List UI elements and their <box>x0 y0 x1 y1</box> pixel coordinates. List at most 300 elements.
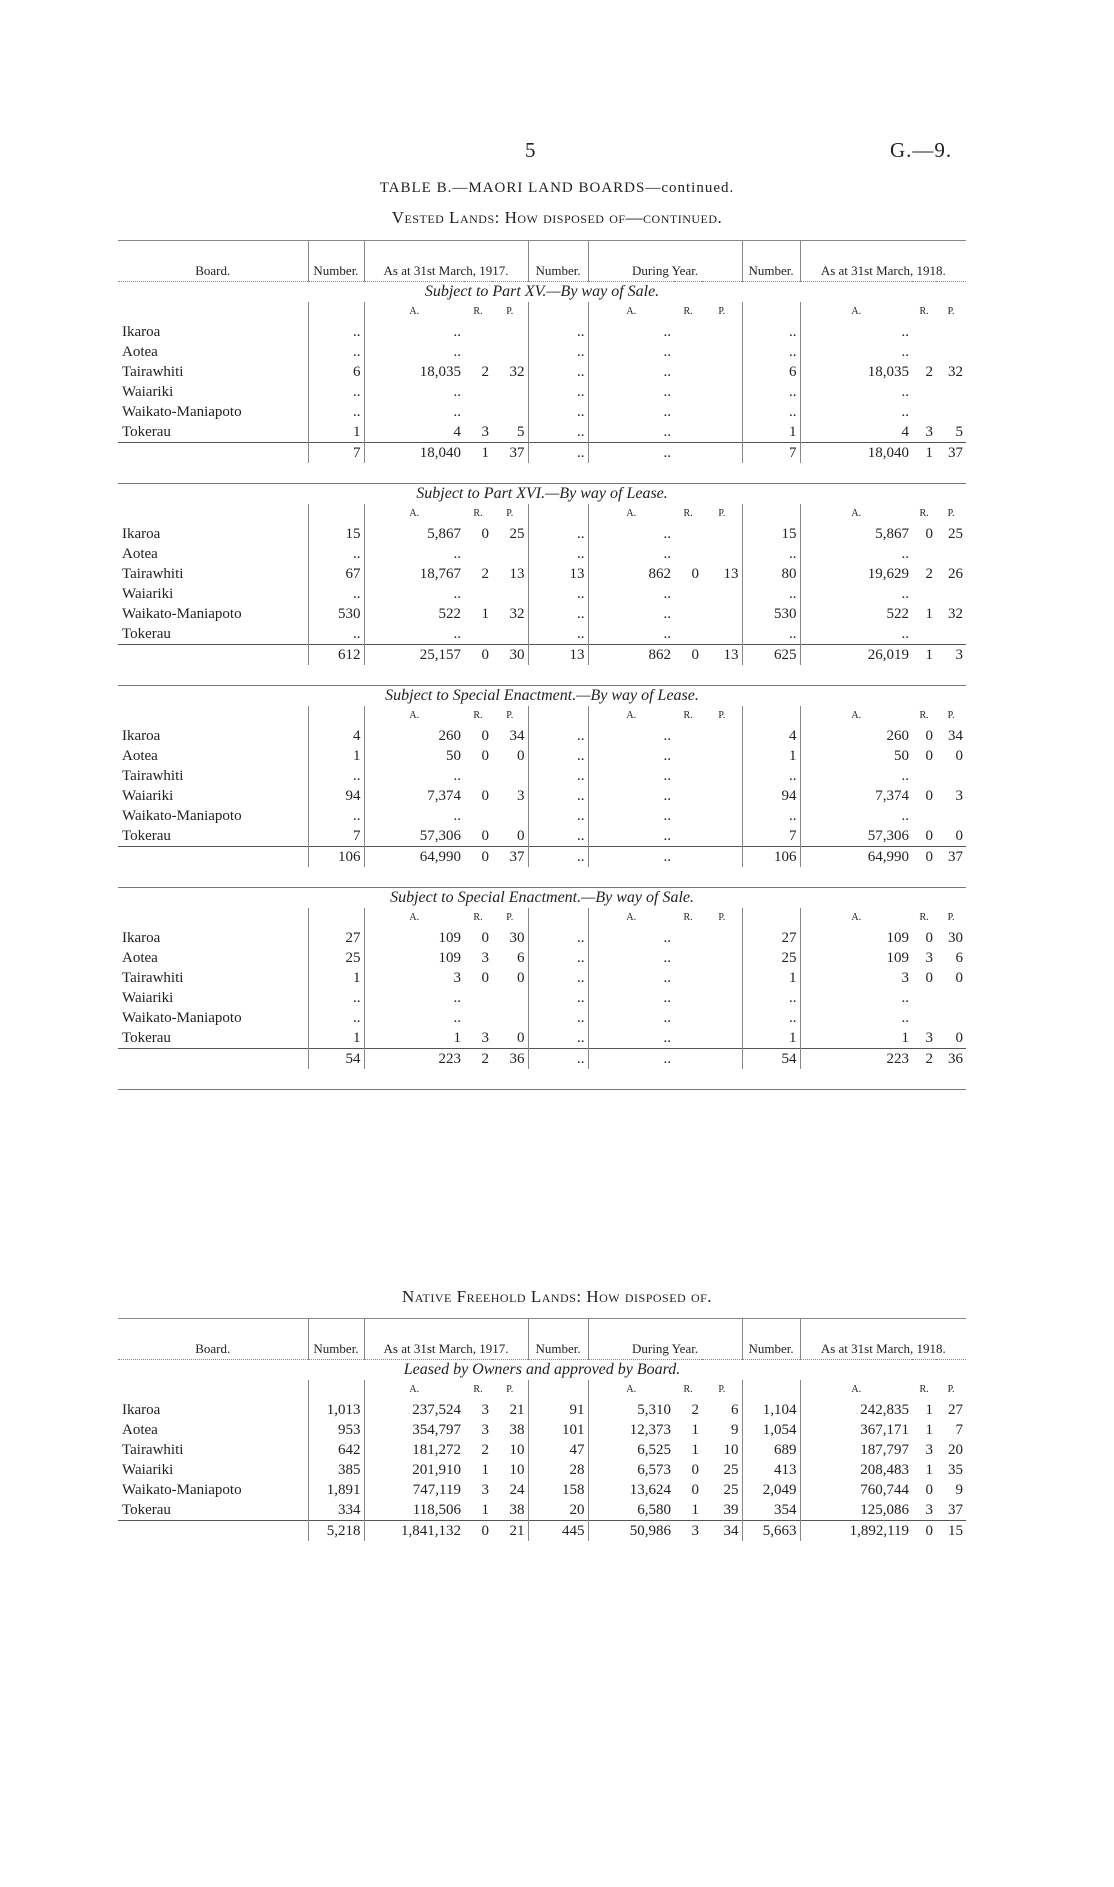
cell-roods-1917 <box>464 382 492 402</box>
cell-roods-1917: 3 <box>481 424 489 440</box>
board-row <box>118 806 966 826</box>
cell-perches-1917 <box>492 988 528 1008</box>
section-subtitle: Subject to Part XVI.—By way of Lease. <box>416 485 668 502</box>
cell-acres-during-year: .. <box>588 746 674 766</box>
unit-label: R. <box>683 508 693 519</box>
board-row <box>118 726 966 746</box>
board-row <box>118 624 966 645</box>
cell-roods-1918 <box>912 342 936 362</box>
board-row <box>118 564 966 584</box>
unit-label: R. <box>683 710 693 721</box>
cell-number-1918: 2,049 <box>742 1480 800 1500</box>
cell-roods-1917: 3 <box>481 1482 489 1498</box>
cell-acres-1917: 354,797 <box>364 1420 464 1440</box>
cell-acres-1917: 118,506 <box>364 1500 464 1521</box>
cell-roods-1917 <box>464 544 492 564</box>
cell-acres-1918: 5,867 <box>800 524 912 544</box>
cell-perches-1918: 5 <box>955 424 964 440</box>
board-name: Waikato-Maniapoto <box>122 606 242 622</box>
cell-acres-during-year: .. <box>588 726 674 746</box>
total-row <box>118 443 966 464</box>
cell-roods-1918: 0 <box>912 1521 936 1542</box>
cell-roods-1918: 0 <box>925 728 934 744</box>
cell-roods-during-year: 1 <box>691 1442 700 1458</box>
unit-label: R. <box>919 508 929 519</box>
cell-number-1917: 1 <box>308 968 364 988</box>
cell-number-1917: 27 <box>308 928 364 948</box>
cell-roods-1917: 3 <box>481 1422 489 1438</box>
board-name: Aotea <box>122 344 158 360</box>
cell-acres-1917: 201,910 <box>364 1460 464 1480</box>
cell-perches-1917: 13 <box>509 566 525 582</box>
board-name: Aotea <box>122 950 158 966</box>
cell-acres-1918: .. <box>800 988 912 1008</box>
board-name: Tairawhiti <box>122 566 184 582</box>
vested-lands-title: Vested Lands: How disposed of—continued. <box>391 208 723 227</box>
cell-perches-during-year <box>702 342 742 362</box>
cell-number-1918: 5,663 <box>742 1521 800 1542</box>
section-subtitle: Leased by Owners and approved by Board. <box>403 1361 681 1378</box>
cell-roods-1917 <box>464 322 492 342</box>
cell-acres-during-year: .. <box>588 1028 674 1049</box>
cell-acres-1917: 223 <box>364 1049 464 1070</box>
cell-roods-1918: 1 <box>925 1402 934 1418</box>
cell-number-1917: .. <box>308 382 364 402</box>
cell-roods-1918: 0 <box>912 847 936 868</box>
unit-label: R. <box>919 1384 929 1395</box>
cell-roods-1917: 0 <box>481 828 489 844</box>
section-subtitle-row <box>118 282 966 303</box>
cell-number-1917: .. <box>308 342 364 362</box>
cell-perches-1917: 32 <box>509 606 525 622</box>
cell-perches-during-year: 10 <box>723 1442 739 1458</box>
cell-acres-1918: 1,892,119 <box>800 1521 912 1542</box>
unit-label: A. <box>588 706 674 726</box>
cell-roods-during-year <box>674 443 702 464</box>
column-header-as-at-1918: As at 31st March, 1918. <box>800 241 966 282</box>
cell-acres-1917: .. <box>364 988 464 1008</box>
cell-number-during-year: .. <box>528 322 588 342</box>
cell-perches-during-year <box>702 362 742 382</box>
cell-acres-1917: 4 <box>364 422 464 443</box>
cell-acres-during-year: .. <box>588 928 674 948</box>
cell-number-during-year: 13 <box>528 564 588 584</box>
cell-perches-during-year <box>702 766 742 786</box>
cell-number-during-year: 101 <box>528 1420 588 1440</box>
cell-number-during-year: .. <box>528 1028 588 1049</box>
cell-number-1917: 67 <box>308 564 364 584</box>
board-row <box>118 1480 966 1500</box>
cell-perches-1918: 37 <box>936 847 966 868</box>
cell-roods-during-year <box>674 342 702 362</box>
cell-perches-1917: 24 <box>509 1482 525 1498</box>
board-name: Ikaroa <box>122 930 161 946</box>
cell-perches-1917 <box>492 402 528 422</box>
board-row <box>118 584 966 604</box>
cell-perches-1918: 37 <box>948 1502 964 1518</box>
cell-acres-during-year: .. <box>588 1008 674 1028</box>
cell-number-1918: 1,104 <box>742 1400 800 1420</box>
cell-roods-1918: 3 <box>925 1030 934 1046</box>
cell-number-1917: 15 <box>308 524 364 544</box>
cell-perches-1917: 36 <box>492 1049 528 1070</box>
cell-acres-1917: 25,157 <box>364 645 464 666</box>
section-subtitle: Subject to Special Enactment.—By way of Sale. <box>390 889 694 906</box>
board-name: Waikato-Maniapoto <box>122 404 242 420</box>
cell-number-1918: .. <box>742 544 800 564</box>
section-subtitle: Subject to Part XV.—By way of Sale. <box>424 283 660 300</box>
cell-roods-1917: 2 <box>481 1442 489 1458</box>
board-row <box>118 1028 966 1049</box>
cell-number-1918: .. <box>742 806 800 826</box>
cell-perches-1917: 5 <box>517 424 525 440</box>
cell-perches-1918: 9 <box>955 1482 964 1498</box>
column-header-row <box>118 1319 966 1360</box>
cell-perches-1917 <box>492 544 528 564</box>
unit-spacer <box>308 706 364 726</box>
column-header-number: Number. <box>742 241 800 282</box>
cell-number-during-year: .. <box>528 826 588 847</box>
cell-roods-during-year <box>674 1028 702 1049</box>
cell-perches-1918: 27 <box>948 1402 964 1418</box>
cell-number-1918: 4 <box>742 726 800 746</box>
cell-acres-1917: .. <box>364 382 464 402</box>
cell-number-1917: .. <box>308 1008 364 1028</box>
cell-number-during-year: 20 <box>528 1500 588 1521</box>
cell-number-1917: 106 <box>308 847 364 868</box>
board-name <box>118 443 308 464</box>
cell-perches-1918: 15 <box>936 1521 966 1542</box>
cell-acres-during-year: .. <box>588 544 674 564</box>
unit-spacer <box>118 908 308 928</box>
cell-perches-1918: 25 <box>948 526 964 542</box>
cell-roods-1918: 1 <box>925 606 934 622</box>
cell-acres-1918: .. <box>800 382 912 402</box>
cell-perches-during-year <box>702 1049 742 1070</box>
cell-acres-1918: .. <box>800 342 912 362</box>
document-reference: G.—9. <box>890 138 953 162</box>
cell-number-during-year: .. <box>528 806 588 826</box>
board-name: Tairawhiti <box>122 970 184 986</box>
board-name: Waikato-Maniapoto <box>122 808 242 824</box>
cell-acres-during-year: .. <box>588 948 674 968</box>
cell-roods-1917: 0 <box>464 847 492 868</box>
cell-perches-during-year <box>702 422 742 443</box>
unit-label: A. <box>588 504 674 524</box>
cell-acres-1917: .. <box>364 584 464 604</box>
cell-acres-1918: 3 <box>800 968 912 988</box>
cell-perches-during-year: 25 <box>723 1462 739 1478</box>
cell-acres-during-year: .. <box>588 847 674 868</box>
cell-acres-1917: .. <box>364 342 464 362</box>
cell-number-1918: .. <box>742 382 800 402</box>
cell-number-during-year: .. <box>528 544 588 564</box>
board-name: Waiariki <box>122 586 174 602</box>
cell-perches-during-year <box>702 928 742 948</box>
unit-spacer <box>528 1380 588 1400</box>
cell-perches-1917 <box>492 766 528 786</box>
cell-number-1918: 625 <box>742 645 800 666</box>
cell-number-1918: 1 <box>742 968 800 988</box>
cell-acres-1917: 181,272 <box>364 1440 464 1460</box>
cell-perches-during-year <box>702 826 742 847</box>
cell-acres-during-year: 12,373 <box>588 1420 674 1440</box>
cell-number-1918: 94 <box>742 786 800 806</box>
cell-acres-1917: 747,119 <box>364 1480 464 1500</box>
cell-acres-during-year: 862 <box>588 645 674 666</box>
board-row <box>118 402 966 422</box>
cell-perches-1918: 36 <box>936 1049 966 1070</box>
cell-roods-1918: 0 <box>925 930 934 946</box>
column-header-number: Number. <box>528 241 588 282</box>
cell-roods-1918 <box>912 322 936 342</box>
cell-acres-1918: .. <box>800 402 912 422</box>
cell-number-1918: 413 <box>742 1460 800 1480</box>
cell-perches-1917: 25 <box>509 526 525 542</box>
cell-number-1918: 1,054 <box>742 1420 800 1440</box>
unit-label: R. <box>473 306 483 317</box>
cell-acres-1917: 50 <box>364 746 464 766</box>
board-row <box>118 604 966 624</box>
cell-perches-during-year <box>702 726 742 746</box>
cell-acres-during-year: .. <box>588 584 674 604</box>
cell-perches-1918: 35 <box>948 1462 964 1478</box>
cell-perches-during-year <box>702 524 742 544</box>
cell-roods-during-year <box>674 928 702 948</box>
cell-acres-1918: 109 <box>800 928 912 948</box>
cell-number-during-year: .. <box>528 1008 588 1028</box>
cell-roods-during-year <box>674 766 702 786</box>
cell-acres-1917: 109 <box>364 948 464 968</box>
unit-label: R. <box>919 710 929 721</box>
cell-acres-1918: 125,086 <box>800 1500 912 1521</box>
cell-roods-1917 <box>464 624 492 645</box>
cell-perches-1918 <box>936 322 966 342</box>
cell-perches-1917: 0 <box>517 828 525 844</box>
column-header-number: Number. <box>528 1319 588 1360</box>
cell-perches-during-year: 13 <box>702 645 742 666</box>
column-header-number: Number. <box>742 1319 800 1360</box>
board-row <box>118 988 966 1008</box>
cell-number-1917: .. <box>308 806 364 826</box>
cell-roods-1917 <box>464 402 492 422</box>
cell-acres-1918: 7,374 <box>800 786 912 806</box>
cell-number-1917: 385 <box>308 1460 364 1480</box>
cell-perches-1918: 34 <box>948 728 964 744</box>
cell-perches-1918: 7 <box>955 1422 964 1438</box>
cell-perches-1917: 21 <box>509 1402 525 1418</box>
cell-number-during-year: .. <box>528 766 588 786</box>
cell-acres-during-year: .. <box>588 322 674 342</box>
cell-acres-1918: 19,629 <box>800 564 912 584</box>
cell-acres-1918: 26,019 <box>800 645 912 666</box>
cell-acres-during-year: .. <box>588 806 674 826</box>
cell-perches-1918: 37 <box>936 443 966 464</box>
cell-number-during-year: 158 <box>528 1480 588 1500</box>
column-header-as-at-1918: As at 31st March, 1918. <box>800 1319 966 1360</box>
unit-spacer <box>528 908 588 928</box>
cell-number-during-year: 445 <box>528 1521 588 1542</box>
cell-perches-during-year: 25 <box>723 1482 739 1498</box>
cell-number-1917: 1 <box>308 746 364 766</box>
cell-roods-1917 <box>464 584 492 604</box>
cell-acres-1918: 4 <box>800 422 912 443</box>
cell-roods-during-year <box>674 786 702 806</box>
cell-roods-during-year <box>674 544 702 564</box>
cell-perches-1918: 6 <box>955 950 964 966</box>
cell-perches-1918: 3 <box>955 788 964 804</box>
cell-roods-1918 <box>912 402 936 422</box>
unit-label: A. <box>800 908 912 928</box>
unit-label: P. <box>718 508 726 519</box>
board-row <box>118 382 966 402</box>
cell-number-1918: 689 <box>742 1440 800 1460</box>
cell-acres-1918: .. <box>800 544 912 564</box>
board-name: Aotea <box>122 546 158 562</box>
cell-roods-during-year: 0 <box>691 566 700 582</box>
unit-label: A. <box>588 908 674 928</box>
cell-roods-1918: 0 <box>925 828 934 844</box>
cell-number-1918: 7 <box>742 443 800 464</box>
unit-label: R. <box>473 710 483 721</box>
cell-perches-1917: 21 <box>492 1521 528 1542</box>
cell-acres-during-year: 13,624 <box>588 1480 674 1500</box>
cell-acres-1917: 18,035 <box>364 362 464 382</box>
cell-perches-1917 <box>492 1008 528 1028</box>
cell-roods-1918 <box>912 382 936 402</box>
cell-perches-1917: 0 <box>517 748 525 764</box>
board-name: Aotea <box>122 748 158 764</box>
cell-number-during-year: 28 <box>528 1460 588 1480</box>
board-name <box>118 1521 308 1542</box>
cell-roods-1918: 0 <box>925 748 934 764</box>
cell-number-during-year: .. <box>528 988 588 1008</box>
cell-number-1917: 1,013 <box>308 1400 364 1420</box>
cell-number-1918: 1 <box>742 1028 800 1049</box>
board-name: Tokerau <box>122 424 171 440</box>
board-name <box>118 645 308 666</box>
cell-perches-1917 <box>492 584 528 604</box>
cell-perches-1918 <box>936 806 966 826</box>
unit-label: P. <box>718 710 726 721</box>
unit-label: P. <box>947 912 955 923</box>
cell-perches-during-year <box>702 382 742 402</box>
section-divider <box>118 1069 966 1090</box>
units-row <box>118 908 966 928</box>
cell-perches-1917 <box>492 382 528 402</box>
board-name <box>118 1049 308 1070</box>
cell-number-1917: 1,891 <box>308 1480 364 1500</box>
cell-roods-during-year <box>674 948 702 968</box>
cell-acres-1917: 1 <box>364 1028 464 1049</box>
cell-number-1918: 6 <box>742 362 800 382</box>
cell-perches-1917: 10 <box>509 1442 525 1458</box>
cell-number-during-year: .. <box>528 746 588 766</box>
board-row <box>118 362 966 382</box>
cell-perches-1917 <box>492 806 528 826</box>
unit-spacer <box>742 706 800 726</box>
cell-roods-1917 <box>464 806 492 826</box>
unit-label: P. <box>947 508 955 519</box>
cell-roods-during-year <box>674 806 702 826</box>
cell-acres-1918: 50 <box>800 746 912 766</box>
unit-label: A. <box>364 504 464 524</box>
cell-roods-during-year <box>674 402 702 422</box>
cell-roods-during-year <box>674 847 702 868</box>
cell-roods-1918 <box>912 988 936 1008</box>
board-row <box>118 948 966 968</box>
cell-number-1918: 1 <box>742 746 800 766</box>
cell-acres-1918: .. <box>800 322 912 342</box>
unit-spacer <box>742 302 800 322</box>
cell-acres-1917: .. <box>364 1008 464 1028</box>
cell-roods-1917: 0 <box>481 930 489 946</box>
cell-acres-1918: 760,744 <box>800 1480 912 1500</box>
section-subtitle-row <box>118 484 966 505</box>
cell-acres-during-year: 5,310 <box>588 1400 674 1420</box>
cell-number-1917: .. <box>308 544 364 564</box>
cell-roods-during-year: 1 <box>691 1422 700 1438</box>
cell-roods-1918: 0 <box>925 788 934 804</box>
cell-perches-1917: 37 <box>492 847 528 868</box>
board-name: Waiariki <box>122 384 174 400</box>
cell-number-1917: .. <box>308 988 364 1008</box>
unit-spacer <box>118 504 308 524</box>
board-row <box>118 322 966 342</box>
cell-perches-1917: 0 <box>517 970 525 986</box>
board-name: Ikaroa <box>122 324 161 340</box>
cell-number-1917: 6 <box>308 362 364 382</box>
unit-spacer <box>308 504 364 524</box>
divider-line <box>118 463 966 484</box>
section-subtitle: Subject to Special Enactment.—By way of Lease. <box>385 687 699 704</box>
cell-roods-during-year <box>674 422 702 443</box>
cell-roods-1917: 3 <box>481 950 489 966</box>
cell-perches-1918 <box>936 402 966 422</box>
cell-acres-1917: 109 <box>364 928 464 948</box>
cell-perches-during-year <box>702 402 742 422</box>
cell-acres-1918: 57,306 <box>800 826 912 847</box>
cell-acres-1917: 18,767 <box>364 564 464 584</box>
cell-roods-during-year: 1 <box>691 1502 700 1518</box>
cell-perches-during-year <box>702 746 742 766</box>
cell-acres-1918: 109 <box>800 948 912 968</box>
cell-number-1918: 530 <box>742 604 800 624</box>
cell-acres-during-year: .. <box>588 766 674 786</box>
cell-perches-1918: 32 <box>948 606 964 622</box>
cell-perches-1918 <box>936 988 966 1008</box>
unit-spacer <box>528 504 588 524</box>
board-row <box>118 968 966 988</box>
cell-perches-1917: 3 <box>517 788 525 804</box>
cell-acres-during-year: .. <box>588 524 674 544</box>
cell-acres-1917: .. <box>364 402 464 422</box>
cell-number-1917: 54 <box>308 1049 364 1070</box>
unit-label: P. <box>506 912 514 923</box>
unit-label: P. <box>506 710 514 721</box>
cell-roods-during-year: 0 <box>691 1462 700 1478</box>
cell-perches-during-year <box>702 604 742 624</box>
total-row <box>118 1049 966 1070</box>
unit-spacer <box>118 706 308 726</box>
cell-acres-1917: 237,524 <box>364 1400 464 1420</box>
cell-number-1917: 612 <box>308 645 364 666</box>
cell-perches-1917 <box>492 624 528 645</box>
cell-acres-1918: 18,035 <box>800 362 912 382</box>
unit-spacer <box>118 1380 308 1400</box>
board-row <box>118 1500 966 1521</box>
cell-roods-during-year <box>674 826 702 847</box>
